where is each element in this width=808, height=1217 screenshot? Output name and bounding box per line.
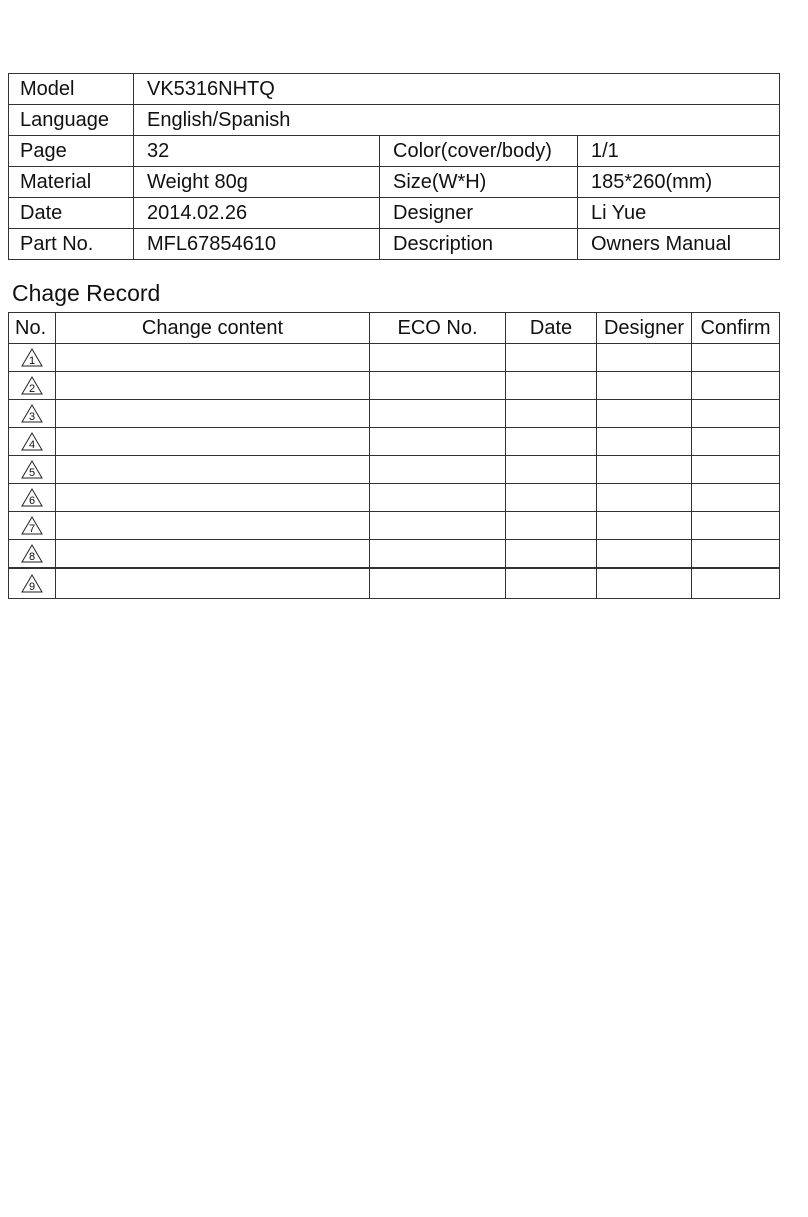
confirm-cell — [692, 344, 780, 372]
revision-triangle-icon — [21, 574, 43, 593]
document-info-table — [8, 73, 780, 260]
info-row-partno — [9, 229, 780, 260]
date-cell — [506, 540, 597, 569]
revision-number: 9 — [28, 581, 36, 593]
revision-number-cell — [9, 512, 56, 540]
designer-label: Designer — [380, 198, 578, 229]
header-date: Date — [506, 313, 597, 344]
material-value: Weight 80g — [134, 167, 380, 198]
designer-cell — [597, 344, 692, 372]
confirm-cell — [692, 568, 780, 599]
eco-no-cell — [370, 344, 506, 372]
description-value: Owners Manual — [578, 229, 780, 260]
revision-number-cell — [9, 400, 56, 428]
change-content-cell — [56, 344, 370, 372]
language-value: English/Spanish — [134, 105, 780, 136]
confirm-cell — [692, 484, 780, 512]
revision-number-cell — [9, 372, 56, 400]
change-content-cell — [56, 456, 370, 484]
revision-triangle-icon — [21, 488, 43, 507]
change-content-cell — [56, 400, 370, 428]
eco-no-cell — [370, 512, 506, 540]
designer-cell — [597, 540, 692, 569]
revision-triangle-icon — [21, 460, 43, 479]
date-cell — [506, 372, 597, 400]
change-record-row — [9, 372, 780, 400]
confirm-cell — [692, 512, 780, 540]
date-cell — [506, 512, 597, 540]
revision-triangle-icon — [21, 404, 43, 423]
partno-value: MFL67854610 — [134, 229, 380, 260]
info-row-page — [9, 136, 780, 167]
designer-cell — [597, 484, 692, 512]
change-content-cell — [56, 372, 370, 400]
change-record-row — [9, 428, 780, 456]
change-content-cell — [56, 540, 370, 569]
size-value: 185*260(mm) — [578, 167, 780, 198]
revision-number-cell — [9, 456, 56, 484]
eco-no-cell — [370, 428, 506, 456]
designer-cell — [597, 372, 692, 400]
designer-cell — [597, 568, 692, 599]
revision-number: 1 — [28, 355, 36, 367]
partno-label: Part No. — [9, 229, 134, 260]
confirm-cell — [692, 372, 780, 400]
eco-no-cell — [370, 540, 506, 569]
revision-number: 4 — [28, 439, 36, 451]
eco-no-cell — [370, 400, 506, 428]
date-label: Date — [9, 198, 134, 229]
model-value: VK5316NHTQ — [134, 74, 780, 105]
revision-number: 8 — [28, 551, 36, 563]
designer-cell — [597, 400, 692, 428]
header-no: No. — [9, 313, 56, 344]
revision-triangle-icon — [21, 516, 43, 535]
date-value: 2014.02.26 — [134, 198, 380, 229]
designer-cell — [597, 456, 692, 484]
info-row-model — [9, 74, 780, 105]
date-cell — [506, 344, 597, 372]
info-row-language — [9, 105, 780, 136]
material-label: Material — [9, 167, 134, 198]
revision-number-cell — [9, 484, 56, 512]
info-row-date — [9, 198, 780, 229]
page-label: Page — [9, 136, 134, 167]
color-value: 1/1 — [578, 136, 780, 167]
revision-number: 6 — [28, 495, 36, 507]
eco-no-cell — [370, 568, 506, 599]
revision-number-cell — [9, 540, 56, 569]
change-content-cell — [56, 512, 370, 540]
language-label: Language — [9, 105, 134, 136]
header-designer: Designer — [597, 313, 692, 344]
eco-no-cell — [370, 372, 506, 400]
revision-number-cell — [9, 568, 56, 599]
change-record-row — [9, 540, 780, 569]
revision-number: 5 — [28, 467, 36, 479]
date-cell — [506, 456, 597, 484]
designer-cell — [597, 512, 692, 540]
eco-no-cell — [370, 484, 506, 512]
revision-triangle-icon — [21, 432, 43, 451]
confirm-cell — [692, 400, 780, 428]
page-value: 32 — [134, 136, 380, 167]
description-label: Description — [380, 229, 578, 260]
date-cell — [506, 568, 597, 599]
designer-cell — [597, 428, 692, 456]
change-record-row — [9, 568, 780, 599]
revision-triangle-icon — [21, 544, 43, 563]
change-record-header-row — [9, 313, 780, 344]
info-row-material — [9, 167, 780, 198]
color-label: Color(cover/body) — [380, 136, 578, 167]
date-cell — [506, 400, 597, 428]
revision-number-cell — [9, 344, 56, 372]
change-record-row — [9, 512, 780, 540]
change-record-row — [9, 484, 780, 512]
confirm-cell — [692, 428, 780, 456]
change-record-row — [9, 400, 780, 428]
revision-number-cell — [9, 428, 56, 456]
size-label: Size(W*H) — [380, 167, 578, 198]
eco-no-cell — [370, 456, 506, 484]
model-label: Model — [9, 74, 134, 105]
change-record-row — [9, 344, 780, 372]
change-content-cell — [56, 568, 370, 599]
revision-triangle-icon — [21, 376, 43, 395]
change-record-row — [9, 456, 780, 484]
change-record-title: Chage Record — [12, 280, 161, 306]
revision-number: 3 — [28, 411, 36, 423]
revision-triangle-icon — [21, 348, 43, 367]
header-eco-no: ECO No. — [370, 313, 506, 344]
header-confirm: Confirm — [692, 313, 780, 344]
confirm-cell — [692, 540, 780, 569]
confirm-cell — [692, 456, 780, 484]
date-cell — [506, 484, 597, 512]
revision-number: 2 — [28, 383, 36, 395]
change-content-cell — [56, 484, 370, 512]
designer-value: Li Yue — [578, 198, 780, 229]
revision-number: 7 — [28, 523, 36, 535]
change-record-table — [8, 312, 780, 599]
header-change-content: Change content — [56, 313, 370, 344]
change-content-cell — [56, 428, 370, 456]
date-cell — [506, 428, 597, 456]
